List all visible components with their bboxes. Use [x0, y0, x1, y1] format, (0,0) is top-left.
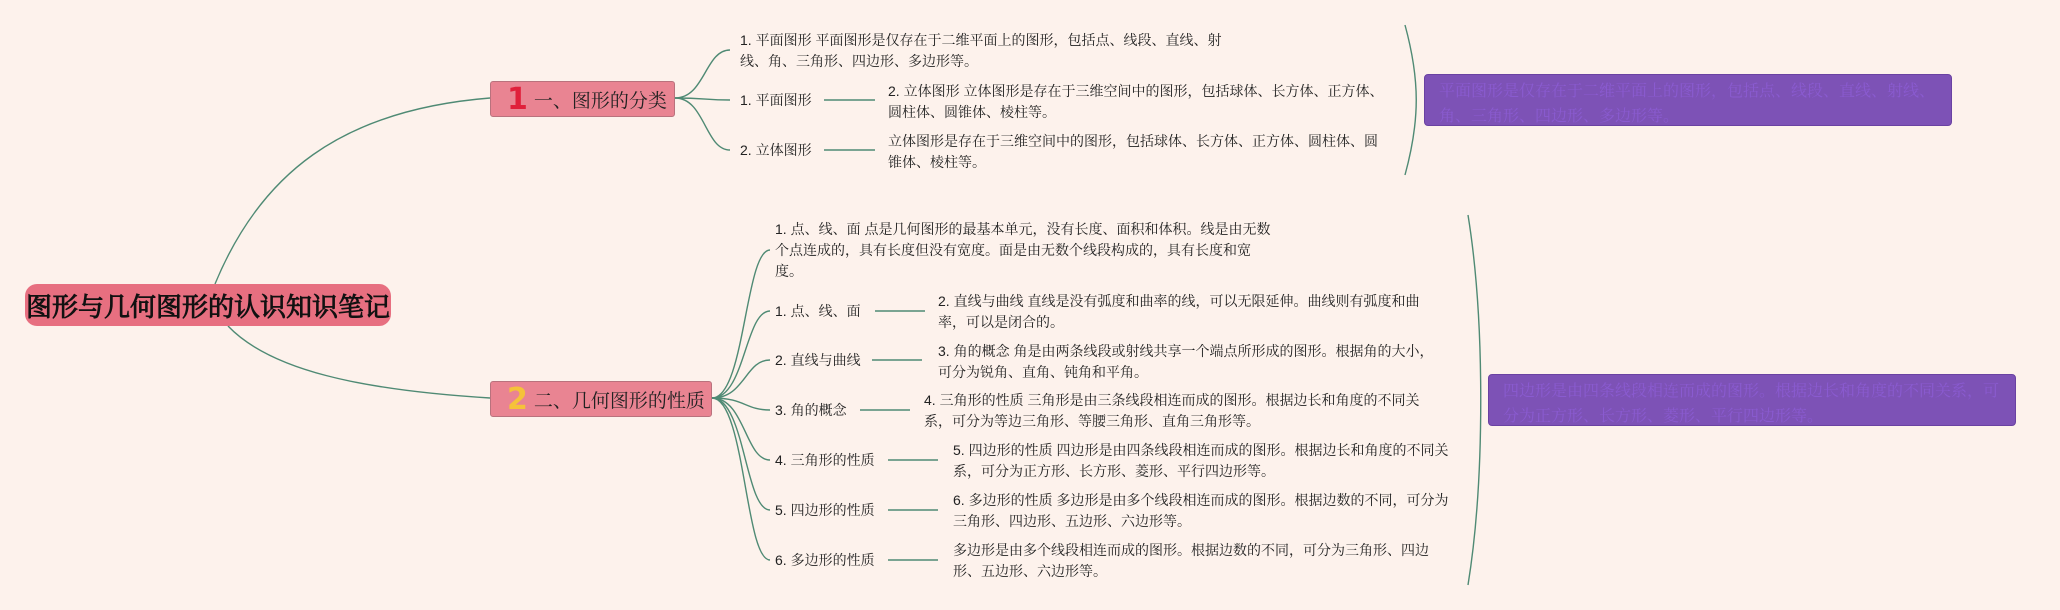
branch-number-1: 1	[507, 81, 528, 117]
b2-item-6-detail[interactable]: 6. 多边形的性质 多边形是由多个线段相连而成的图形。根据边数的不同，可分为三角形、四边形、五边形、六边形等。	[953, 492, 1449, 529]
b2-item-4-detail[interactable]: 4. 三角形的性质 三角形是由三条线段相连而成的图形。根据边长和角度的不同关系，可分为等边三角形、等腰三角形、直角三角形等。	[924, 392, 1420, 429]
b1-item-3-detail[interactable]: 立体图形是存在于三维空间中的图形，包括球体、长方体、正方体、圆柱体、圆锥体、棱柱等。	[888, 133, 1378, 170]
b2-item-3-detail[interactable]: 3. 角的概念 角是由两条线段或射线共享一个端点所形成的图形。根据角的大小，可分为锐角、直角、钝角和平角。	[938, 343, 1434, 380]
note-box-1[interactable]	[1424, 74, 1952, 126]
b2-item-3-label[interactable]: 2. 直线与曲线	[775, 352, 861, 368]
b1-item-2-label[interactable]: 1. 平面图形	[740, 92, 812, 108]
b2-item-2-detail[interactable]: 2. 直线与曲线 直线是没有弧度和曲率的线，可以无限延伸。曲线则有弧度和曲率，可以是闭合的。	[938, 293, 1420, 330]
connector-b1-item1	[675, 50, 730, 98]
b2-item-6-label[interactable]: 5. 四边形的性质	[775, 502, 875, 518]
branch-number-2: 2	[507, 381, 528, 417]
root-title: 图形与几何图形的认识知识笔记	[25, 291, 390, 322]
b2-item-2-label[interactable]: 1. 点、线、面	[775, 303, 861, 319]
bracket-b2	[1468, 215, 1481, 585]
branch-label-1: 一、图形的分类	[533, 90, 667, 112]
branch-node-1[interactable]	[490, 81, 675, 117]
connector-root-branch1	[215, 98, 490, 284]
connector-b1-item3	[675, 98, 730, 150]
b1-item-3-label[interactable]: 2. 立体图形	[740, 142, 812, 158]
b2-item-1[interactable]: 1. 点、线、面 点是几何图形的最基本单元，没有长度、面积和体积。线是由无数个点连成的，具有长度但没有宽度。面是由无数个线段构成的，具有长度和宽度。	[775, 221, 1271, 279]
root-node[interactable]	[25, 284, 391, 326]
note-box-2[interactable]	[1488, 374, 2016, 426]
note-text-2: 四边形是由四条线段相连而成的图形。根据边长和角度的不同关系，可分为正方形、长方形、菱形、平行四边形等。	[1503, 383, 2000, 425]
b1-item-2-detail[interactable]: 2. 立体图形 立体图形是存在于三维空间中的图形，包括球体、长方体、正方体、圆柱体、圆锥体、棱柱等。	[888, 83, 1384, 120]
note-text-1: 平面图形是仅存在于二维平面上的图形，包括点、线段、直线、射线、角、三角形、四边形、多边形等。	[1439, 83, 1936, 125]
b2-item-7-label[interactable]: 6. 多边形的性质	[775, 552, 875, 568]
b2-item-4-label[interactable]: 3. 角的概念	[775, 402, 847, 418]
b1-item-1[interactable]: 1. 平面图形 平面图形是仅存在于二维平面上的图形，包括点、线段、直线、射线、角、三角形、四边形、多边形等。	[740, 32, 1222, 69]
branch-node-2[interactable]	[490, 381, 712, 417]
b2-item-5-detail[interactable]: 5. 四边形的性质 四边形是由四条线段相连而成的图形。根据边长和角度的不同关系，可分为正方形、长方形、菱形、平行四边形等。	[953, 442, 1449, 479]
b2-item-7-detail[interactable]: 多边形是由多个线段相连而成的图形。根据边数的不同，可分为三角形、四边形、五边形、六边形等。	[953, 542, 1429, 579]
bracket-b1	[1405, 25, 1416, 175]
branch-label-2: 二、几何图形的性质	[533, 390, 705, 412]
connector-root-branch2	[228, 326, 490, 398]
b2-item-5-label[interactable]: 4. 三角形的性质	[775, 452, 875, 468]
